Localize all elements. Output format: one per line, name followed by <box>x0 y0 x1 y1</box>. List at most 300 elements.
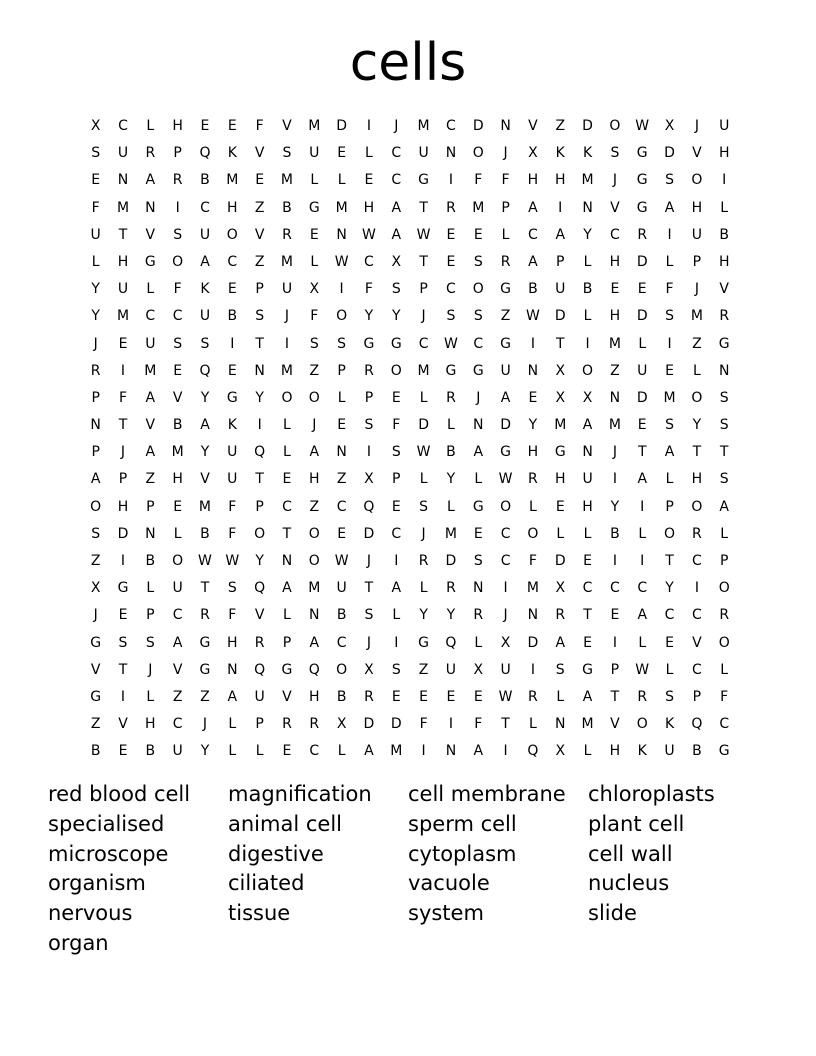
grid-letter[interactable]: Z <box>418 661 429 678</box>
grid-letter[interactable]: C <box>446 281 456 298</box>
grid-letter[interactable]: B <box>528 281 538 298</box>
grid-letter[interactable]: D <box>336 118 347 134</box>
grid-letter[interactable]: A <box>664 199 675 216</box>
grid-letter[interactable]: U <box>172 743 183 760</box>
grid-letter[interactable]: X <box>90 580 101 597</box>
grid-letter[interactable]: V <box>254 145 265 162</box>
grid-letter[interactable]: T <box>610 688 620 705</box>
grid-letter[interactable]: G <box>445 362 457 379</box>
grid-letter[interactable]: M <box>226 172 239 189</box>
grid-letter[interactable]: O <box>172 553 184 569</box>
grid-letter[interactable]: D <box>582 118 593 134</box>
grid-letter[interactable]: F <box>392 417 401 434</box>
grid-letter[interactable]: I <box>640 498 645 515</box>
grid-letter[interactable]: P <box>91 389 100 406</box>
grid-letter[interactable]: I <box>612 634 617 651</box>
grid-letter[interactable]: A <box>309 444 320 461</box>
grid-letter[interactable]: F <box>528 553 537 569</box>
grid-letter[interactable]: J <box>503 145 508 162</box>
grid-letter[interactable]: H <box>172 118 183 134</box>
grid-letter[interactable]: D <box>445 553 457 569</box>
grid-letter[interactable]: E <box>337 525 347 542</box>
grid-letter[interactable]: J <box>148 661 153 678</box>
grid-letter[interactable]: L <box>474 471 483 488</box>
grid-letter[interactable]: T <box>555 335 565 352</box>
grid-letter[interactable]: Y <box>419 607 428 624</box>
grid-letter[interactable]: D <box>117 525 129 542</box>
grid-letter[interactable]: L <box>146 118 155 134</box>
grid-letter[interactable]: J <box>421 525 426 542</box>
grid-letter[interactable]: M <box>335 199 348 216</box>
grid-letter[interactable]: L <box>419 389 428 406</box>
grid-letter[interactable]: P <box>501 199 510 216</box>
grid-letter[interactable]: Z <box>309 362 320 379</box>
grid-letter[interactable]: X <box>364 471 374 488</box>
grid-letter[interactable]: I <box>448 172 453 189</box>
grid-letter[interactable]: E <box>583 634 592 651</box>
grid-letter[interactable]: I <box>120 688 126 705</box>
grid-letter[interactable]: A <box>664 444 675 461</box>
grid-letter[interactable]: P <box>364 389 374 406</box>
grid-letter[interactable]: O <box>172 253 184 270</box>
grid-letter[interactable]: A <box>145 172 156 189</box>
grid-letter[interactable]: U <box>145 335 156 352</box>
grid-letter[interactable]: I <box>667 226 672 243</box>
grid-letter[interactable]: J <box>120 444 126 461</box>
grid-letter[interactable]: H <box>227 199 238 216</box>
grid-letter[interactable]: J <box>421 308 426 325</box>
grid-letter[interactable]: C <box>391 145 402 162</box>
grid-letter[interactable]: E <box>173 498 183 515</box>
grid-letter[interactable]: I <box>120 553 126 569</box>
grid-letter[interactable]: M <box>308 580 321 597</box>
grid-letter[interactable]: X <box>309 281 320 298</box>
grid-letter[interactable]: G <box>636 172 648 189</box>
grid-letter[interactable]: R <box>172 172 183 189</box>
grid-letter[interactable]: J <box>93 335 98 352</box>
grid-letter[interactable]: L <box>310 253 319 270</box>
grid-letter[interactable]: C <box>336 634 347 651</box>
grid-letter[interactable]: L <box>583 743 592 760</box>
grid-letter[interactable]: R <box>282 716 292 733</box>
grid-letter[interactable]: C <box>391 172 402 189</box>
grid-letter[interactable]: X <box>528 145 538 162</box>
grid-letter[interactable]: C <box>118 118 128 134</box>
grid-letter[interactable]: L <box>419 471 428 488</box>
grid-letter[interactable]: L <box>665 471 674 488</box>
grid-letter[interactable]: S <box>282 145 292 162</box>
grid-letter[interactable]: N <box>527 607 539 624</box>
grid-letter[interactable]: Y <box>446 607 456 624</box>
grid-letter[interactable]: P <box>282 634 292 651</box>
grid-letter[interactable]: U <box>336 580 347 597</box>
grid-letter[interactable]: A <box>473 444 484 461</box>
grid-letter[interactable]: Y <box>91 308 100 325</box>
grid-letter[interactable]: T <box>118 661 128 678</box>
grid-letter[interactable]: L <box>228 743 237 760</box>
grid-letter[interactable]: R <box>145 145 156 162</box>
grid-letter[interactable]: E <box>91 172 101 189</box>
grid-letter[interactable]: A <box>637 607 648 624</box>
grid-letter[interactable]: X <box>473 661 484 678</box>
grid-letter[interactable]: P <box>337 362 346 379</box>
grid-letter[interactable]: R <box>719 607 730 624</box>
grid-letter[interactable]: Y <box>391 308 401 325</box>
grid-letter[interactable]: L <box>146 580 155 597</box>
grid-letter[interactable]: L <box>283 444 291 461</box>
grid-letter[interactable]: H <box>554 471 566 488</box>
grid-letter[interactable]: M <box>280 172 293 189</box>
grid-letter[interactable]: G <box>500 444 512 461</box>
grid-letter[interactable]: Q <box>254 444 266 461</box>
grid-letter[interactable]: V <box>719 281 729 298</box>
grid-letter[interactable]: K <box>664 716 675 733</box>
grid-letter[interactable]: T <box>501 716 510 733</box>
grid-letter[interactable]: E <box>391 688 401 705</box>
grid-letter[interactable]: P <box>146 607 155 624</box>
grid-letter[interactable]: W <box>334 553 349 569</box>
grid-letter[interactable]: S <box>473 553 483 569</box>
grid-letter[interactable]: L <box>146 281 155 298</box>
grid-letter[interactable]: R <box>90 362 101 379</box>
grid-letter[interactable]: F <box>501 172 510 189</box>
grid-letter[interactable]: E <box>446 226 456 243</box>
grid-letter[interactable]: V <box>282 688 292 705</box>
grid-letter[interactable]: G <box>718 743 730 760</box>
grid-letter[interactable]: Z <box>145 471 156 488</box>
grid-letter[interactable]: E <box>583 553 592 569</box>
grid-letter[interactable]: M <box>526 580 539 597</box>
grid-letter[interactable]: T <box>255 335 264 352</box>
grid-letter[interactable]: B <box>227 308 238 325</box>
grid-letter[interactable]: L <box>337 743 346 760</box>
grid-letter[interactable]: E <box>637 281 647 298</box>
grid-letter[interactable]: J <box>284 308 290 325</box>
grid-letter[interactable]: B <box>336 688 347 705</box>
grid-letter[interactable]: X <box>555 362 566 379</box>
grid-letter[interactable]: Y <box>255 553 264 569</box>
grid-letter[interactable]: Y <box>91 281 100 298</box>
grid-letter[interactable]: U <box>309 145 320 162</box>
grid-letter[interactable]: O <box>609 118 621 134</box>
grid-letter[interactable]: C <box>172 607 183 624</box>
grid-letter[interactable]: L <box>638 525 647 542</box>
grid-letter[interactable]: J <box>612 444 617 461</box>
grid-letter[interactable]: I <box>694 580 699 597</box>
grid-letter[interactable]: B <box>282 199 292 216</box>
grid-letter[interactable]: U <box>719 118 730 134</box>
grid-letter[interactable]: X <box>364 661 374 678</box>
grid-letter[interactable]: G <box>363 335 375 352</box>
grid-letter[interactable]: Y <box>583 226 592 243</box>
grid-letter[interactable]: R <box>446 389 456 406</box>
grid-letter[interactable]: L <box>638 335 647 352</box>
grid-letter[interactable]: I <box>503 743 508 760</box>
grid-letter[interactable]: A <box>227 688 238 705</box>
grid-letter[interactable]: M <box>390 743 403 760</box>
grid-letter[interactable]: W <box>444 335 458 352</box>
grid-letter[interactable]: Q <box>691 716 703 733</box>
grid-letter[interactable]: N <box>473 417 484 434</box>
grid-letter[interactable]: L <box>665 253 674 270</box>
grid-letter[interactable]: C <box>691 661 702 678</box>
grid-letter[interactable]: D <box>363 716 375 733</box>
grid-letter[interactable]: D <box>554 553 566 569</box>
grid-letter[interactable]: G <box>199 634 211 651</box>
grid-letter[interactable]: C <box>500 525 511 542</box>
grid-letter[interactable]: M <box>280 253 293 270</box>
grid-letter[interactable]: P <box>610 661 620 678</box>
grid-letter[interactable]: M <box>608 417 621 434</box>
grid-letter[interactable]: W <box>416 444 431 461</box>
grid-letter[interactable]: I <box>530 661 535 678</box>
grid-letter[interactable]: P <box>146 498 155 515</box>
grid-letter[interactable]: C <box>528 226 538 243</box>
grid-letter[interactable]: P <box>255 281 264 298</box>
grid-letter[interactable]: O <box>636 716 648 733</box>
grid-letter[interactable]: M <box>608 335 621 352</box>
grid-letter[interactable]: M <box>417 118 430 134</box>
grid-letter[interactable]: L <box>146 688 155 705</box>
grid-letter[interactable]: M <box>116 199 130 216</box>
grid-letter[interactable]: N <box>145 525 156 542</box>
grid-letter[interactable]: L <box>583 308 592 325</box>
grid-letter[interactable]: E <box>473 226 483 243</box>
grid-letter[interactable]: W <box>635 661 650 678</box>
grid-letter[interactable]: B <box>200 172 210 189</box>
grid-letter[interactable]: N <box>90 417 101 434</box>
grid-letter[interactable]: Z <box>610 362 620 379</box>
grid-letter[interactable]: O <box>90 498 102 515</box>
grid-letter[interactable]: M <box>198 498 212 515</box>
grid-letter[interactable]: V <box>254 226 265 243</box>
grid-letter[interactable]: Y <box>200 389 210 406</box>
grid-letter[interactable]: H <box>527 444 539 461</box>
grid-letter[interactable]: O <box>336 308 348 325</box>
grid-letter[interactable]: V <box>118 716 128 733</box>
grid-letter[interactable]: S <box>719 389 729 406</box>
grid-letter[interactable]: T <box>419 253 428 270</box>
grid-letter[interactable]: S <box>446 308 456 325</box>
grid-letter[interactable]: P <box>692 253 702 270</box>
grid-letter[interactable]: E <box>528 389 538 406</box>
grid-letter[interactable]: G <box>308 199 320 216</box>
grid-letter[interactable]: L <box>228 716 237 733</box>
grid-letter[interactable]: E <box>227 118 237 134</box>
grid-letter[interactable]: O <box>390 362 402 379</box>
grid-letter[interactable]: H <box>691 199 703 216</box>
grid-letter[interactable]: P <box>173 145 182 162</box>
grid-letter[interactable]: L <box>310 172 319 189</box>
grid-letter[interactable]: O <box>226 226 238 243</box>
grid-letter[interactable]: M <box>417 362 430 379</box>
grid-letter[interactable]: X <box>555 389 566 406</box>
grid-letter[interactable]: F <box>228 607 237 624</box>
grid-letter[interactable]: L <box>583 525 592 542</box>
grid-letter[interactable]: L <box>255 743 264 760</box>
grid-letter[interactable]: V <box>200 471 210 488</box>
grid-letter[interactable]: I <box>558 199 563 216</box>
grid-letter[interactable]: K <box>555 145 565 162</box>
grid-letter[interactable]: E <box>173 362 183 379</box>
grid-letter[interactable]: A <box>200 417 210 434</box>
grid-letter[interactable]: W <box>225 553 240 569</box>
grid-letter[interactable]: F <box>720 688 729 705</box>
grid-letter[interactable]: E <box>337 145 347 162</box>
grid-letter[interactable]: D <box>390 716 402 733</box>
grid-letter[interactable]: D <box>418 417 429 434</box>
grid-letter[interactable]: B <box>90 743 101 760</box>
grid-letter[interactable]: B <box>336 607 347 624</box>
grid-letter[interactable]: C <box>282 498 292 515</box>
grid-letter[interactable]: U <box>691 226 702 243</box>
grid-letter[interactable]: L <box>91 253 100 270</box>
grid-letter[interactable]: F <box>228 525 237 542</box>
grid-letter[interactable]: C <box>473 335 484 352</box>
grid-letter[interactable]: E <box>282 471 292 488</box>
grid-letter[interactable]: V <box>145 226 156 243</box>
grid-letter[interactable]: J <box>93 607 98 624</box>
grid-letter[interactable]: S <box>91 525 101 542</box>
grid-letter[interactable]: O <box>308 525 320 542</box>
grid-letter[interactable]: A <box>719 498 729 515</box>
grid-letter[interactable]: O <box>691 498 703 515</box>
grid-letter[interactable]: D <box>554 308 566 325</box>
grid-letter[interactable]: L <box>283 607 291 624</box>
grid-letter[interactable]: Y <box>528 417 538 434</box>
grid-letter[interactable]: M <box>690 308 703 325</box>
grid-letter[interactable]: W <box>416 226 431 243</box>
grid-letter[interactable]: E <box>665 634 674 651</box>
grid-letter[interactable]: U <box>227 444 238 461</box>
grid-letter[interactable]: V <box>528 118 538 134</box>
grid-letter[interactable]: Y <box>610 498 620 515</box>
grid-letter[interactable]: D <box>636 253 648 270</box>
grid-letter[interactable]: Y <box>665 580 674 597</box>
grid-letter[interactable]: C <box>364 253 374 270</box>
grid-letter[interactable]: I <box>257 417 262 434</box>
grid-letter[interactable]: F <box>228 498 237 515</box>
grid-letter[interactable]: N <box>500 118 511 134</box>
grid-letter[interactable]: G <box>500 335 512 352</box>
grid-letter[interactable]: E <box>227 362 237 379</box>
grid-letter[interactable]: P <box>665 498 674 515</box>
grid-letter[interactable]: C <box>691 607 702 624</box>
grid-letter[interactable]: T <box>200 580 210 597</box>
grid-letter[interactable]: N <box>555 716 566 733</box>
grid-letter[interactable]: H <box>227 634 238 651</box>
grid-letter[interactable]: C <box>719 716 730 733</box>
grid-letter[interactable]: U <box>582 471 593 488</box>
grid-letter[interactable]: P <box>91 444 100 461</box>
grid-letter[interactable]: A <box>145 389 156 406</box>
grid-letter[interactable]: A <box>391 199 402 216</box>
grid-letter[interactable]: G <box>144 253 156 270</box>
grid-letter[interactable]: J <box>312 417 317 434</box>
grid-letter[interactable]: L <box>447 498 455 515</box>
grid-letter[interactable]: C <box>391 525 402 542</box>
grid-letter[interactable]: L <box>447 417 455 434</box>
grid-letter[interactable]: T <box>692 444 702 461</box>
grid-letter[interactable]: T <box>583 607 592 624</box>
grid-letter[interactable]: F <box>118 389 128 406</box>
grid-letter[interactable]: L <box>529 498 537 515</box>
grid-letter[interactable]: F <box>474 716 483 733</box>
grid-letter[interactable]: G <box>418 634 430 651</box>
grid-letter[interactable]: R <box>364 362 374 379</box>
grid-letter[interactable]: R <box>528 471 538 488</box>
grid-letter[interactable]: T <box>118 226 128 243</box>
grid-letter[interactable]: H <box>309 688 320 705</box>
grid-letter[interactable]: L <box>556 688 565 705</box>
grid-letter[interactable]: G <box>418 172 430 189</box>
grid-letter[interactable]: I <box>612 553 617 569</box>
grid-letter[interactable]: H <box>172 471 183 488</box>
grid-letter[interactable]: S <box>719 417 729 434</box>
grid-letter[interactable]: G <box>90 688 102 705</box>
grid-letter[interactable]: N <box>117 172 129 189</box>
grid-letter[interactable]: K <box>582 145 593 162</box>
grid-letter[interactable]: B <box>145 553 156 569</box>
grid-letter[interactable]: S <box>719 471 729 488</box>
grid-letter[interactable]: C <box>172 308 183 325</box>
grid-letter[interactable]: A <box>309 634 320 651</box>
grid-letter[interactable]: E <box>118 607 128 624</box>
grid-letter[interactable]: E <box>118 743 128 760</box>
grid-letter[interactable]: R <box>528 688 538 705</box>
grid-letter[interactable]: E <box>665 362 674 379</box>
grid-letter[interactable]: C <box>200 199 210 216</box>
grid-letter[interactable]: G <box>117 580 129 597</box>
grid-letter[interactable]: C <box>637 580 648 597</box>
grid-letter[interactable]: C <box>336 498 347 515</box>
grid-letter[interactable]: S <box>419 498 429 515</box>
grid-letter[interactable]: C <box>500 553 511 569</box>
grid-letter[interactable]: L <box>365 145 373 162</box>
grid-letter[interactable]: S <box>391 661 401 678</box>
grid-letter[interactable]: A <box>90 471 101 488</box>
grid-letter[interactable]: Z <box>254 253 265 270</box>
grid-letter[interactable]: D <box>363 525 375 542</box>
grid-letter[interactable]: B <box>719 226 730 243</box>
grid-letter[interactable]: H <box>691 471 703 488</box>
grid-letter[interactable]: L <box>720 525 729 542</box>
grid-letter[interactable]: I <box>394 634 399 651</box>
grid-letter[interactable]: S <box>665 308 674 325</box>
grid-letter[interactable]: G <box>472 498 484 515</box>
grid-letter[interactable]: W <box>525 308 540 325</box>
grid-letter[interactable]: K <box>227 145 237 162</box>
grid-letter[interactable]: H <box>609 308 621 325</box>
grid-letter[interactable]: U <box>90 226 101 243</box>
grid-letter[interactable]: Y <box>364 308 374 325</box>
grid-letter[interactable]: I <box>612 471 617 488</box>
grid-letter[interactable]: H <box>718 253 730 270</box>
grid-letter[interactable]: U <box>117 145 129 162</box>
grid-letter[interactable]: E <box>473 688 483 705</box>
grid-letter[interactable]: Q <box>363 498 375 515</box>
grid-letter[interactable]: L <box>501 226 510 243</box>
grid-letter[interactable]: M <box>444 525 457 542</box>
grid-letter[interactable]: A <box>555 226 566 243</box>
grid-letter[interactable]: R <box>254 634 265 651</box>
grid-letter[interactable]: N <box>336 444 347 461</box>
grid-letter[interactable]: S <box>173 335 183 352</box>
grid-letter[interactable]: J <box>612 172 617 189</box>
grid-letter[interactable]: N <box>473 580 484 597</box>
grid-letter[interactable]: V <box>172 389 183 406</box>
grid-letter[interactable]: N <box>309 607 320 624</box>
